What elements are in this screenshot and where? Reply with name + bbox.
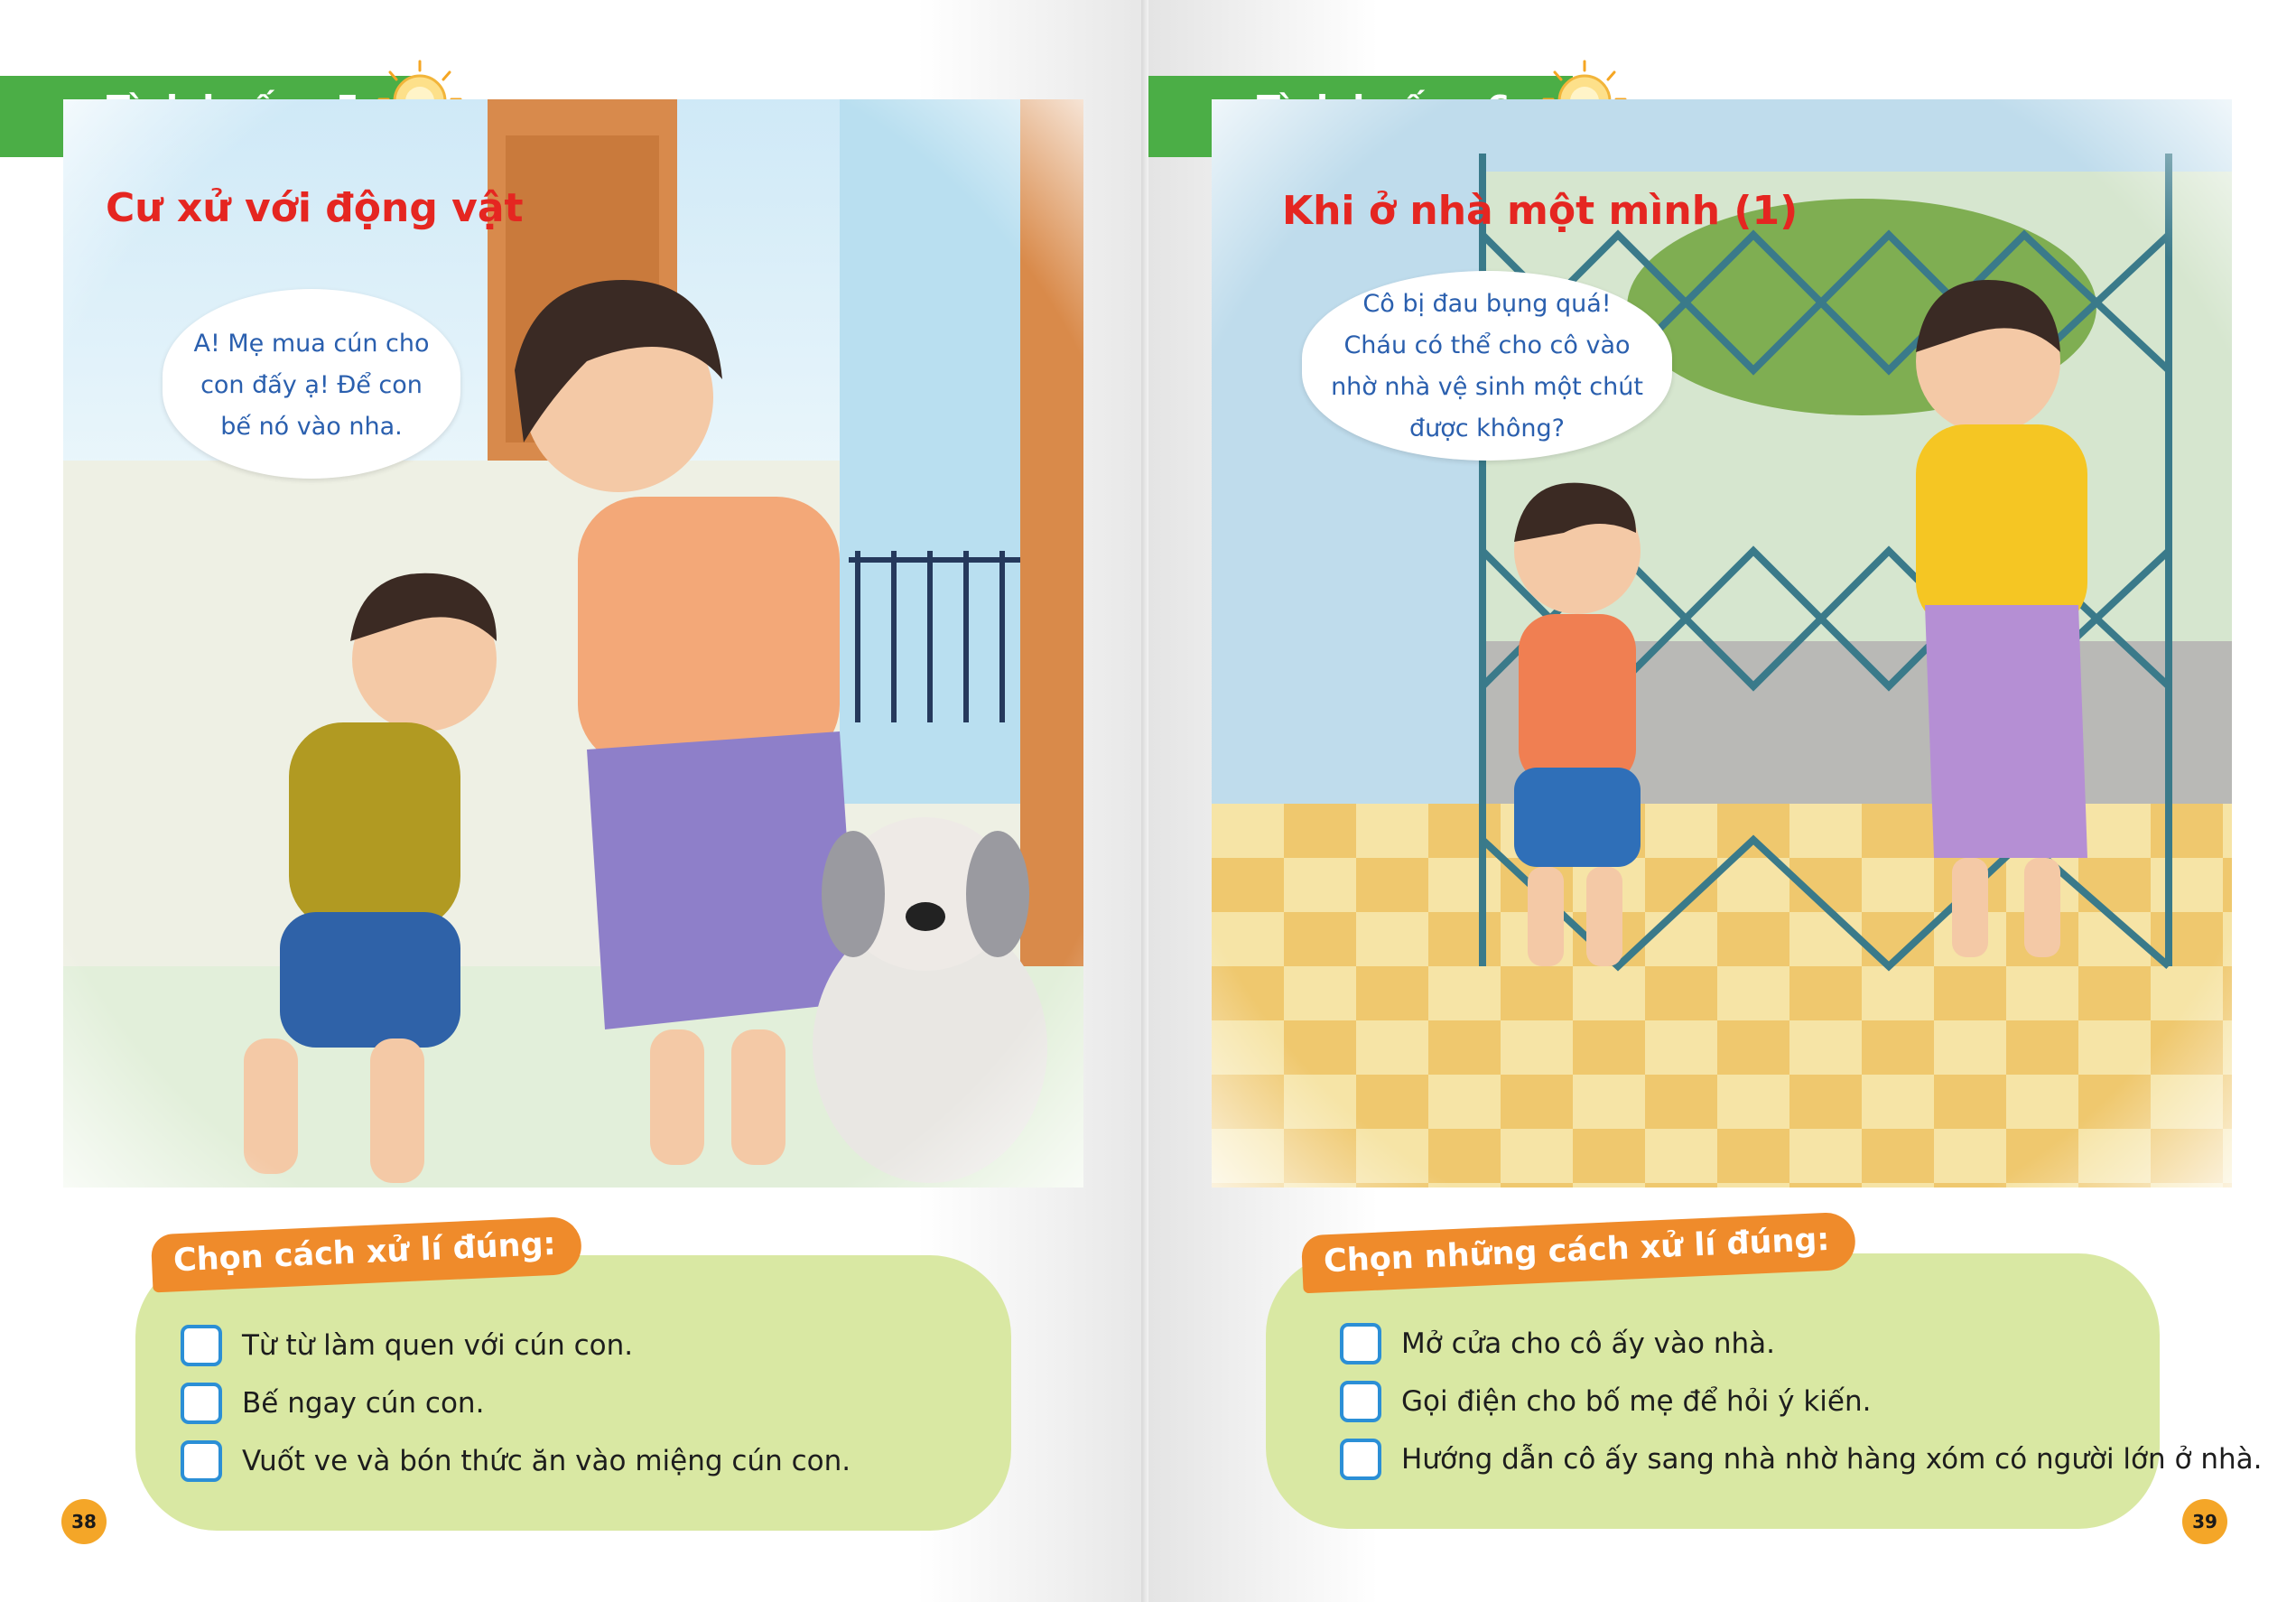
checkbox-icon[interactable]: [1340, 1381, 1381, 1422]
speech-bubble: [1302, 271, 1672, 461]
option-text: Hướng dẫn cô ấy sang nhà nhờ hàng xóm có người lớn ở nhà.: [1401, 1443, 2263, 1476]
left-page: [0, 0, 1147, 1602]
prompt-label: Chọn cách xử lí đúng:: [151, 1216, 582, 1293]
speech-line: bế nó vào nha.: [220, 413, 403, 441]
option-row[interactable]: [181, 1435, 851, 1487]
option-row[interactable]: [181, 1319, 633, 1372]
option-text: Mở cửa cho cô ấy vào nhà.: [1401, 1327, 1775, 1360]
checkbox-icon[interactable]: [181, 1440, 222, 1482]
scene-title: Khi ở nhà một mình (1): [1282, 188, 1799, 234]
option-text: Từ từ làm quen với cún con.: [242, 1329, 634, 1362]
option-text: Vuốt ve và bón thức ăn vào miệng cún con.: [242, 1445, 851, 1477]
option-text: Bế ngay cún con.: [242, 1387, 485, 1420]
scene-title: Cư xử với động vật: [106, 185, 524, 231]
scene-pet-dog-illustration: [63, 99, 1083, 1188]
checkbox-icon[interactable]: [181, 1325, 222, 1366]
option-row[interactable]: [1340, 1433, 2262, 1486]
option-row[interactable]: [1340, 1375, 1871, 1428]
page-number: 38: [61, 1499, 107, 1544]
right-page: [1148, 0, 2296, 1602]
speech-line: Cháu có thể cho cô vào: [1343, 331, 1631, 359]
option-text: Gọi điện cho bố mẹ để hỏi ý kiến.: [1401, 1385, 1872, 1418]
illustration: [1212, 99, 2232, 1188]
speech-line: A! Mẹ mua cún cho: [193, 330, 430, 358]
speech-line: con đấy ạ! Để con: [200, 371, 423, 399]
speech-line: được không?: [1408, 414, 1566, 442]
scene-stranger-at-gate-illustration: [1212, 99, 2232, 1188]
speech-line: nhờ nhà vệ sinh một chút: [1331, 373, 1643, 401]
checkbox-icon[interactable]: [1340, 1323, 1381, 1364]
option-row[interactable]: [1340, 1318, 1775, 1370]
page-number: 39: [2182, 1499, 2227, 1544]
prompt-label: Chọn những cách xử lí đúng:: [1301, 1212, 1856, 1294]
illustration: [63, 99, 1083, 1188]
option-row[interactable]: [181, 1377, 484, 1430]
checkbox-icon[interactable]: [181, 1383, 222, 1424]
checkbox-icon[interactable]: [1340, 1439, 1381, 1480]
speech-bubble: [163, 289, 460, 479]
speech-line: Cô bị đau bụng quá!: [1362, 290, 1612, 318]
